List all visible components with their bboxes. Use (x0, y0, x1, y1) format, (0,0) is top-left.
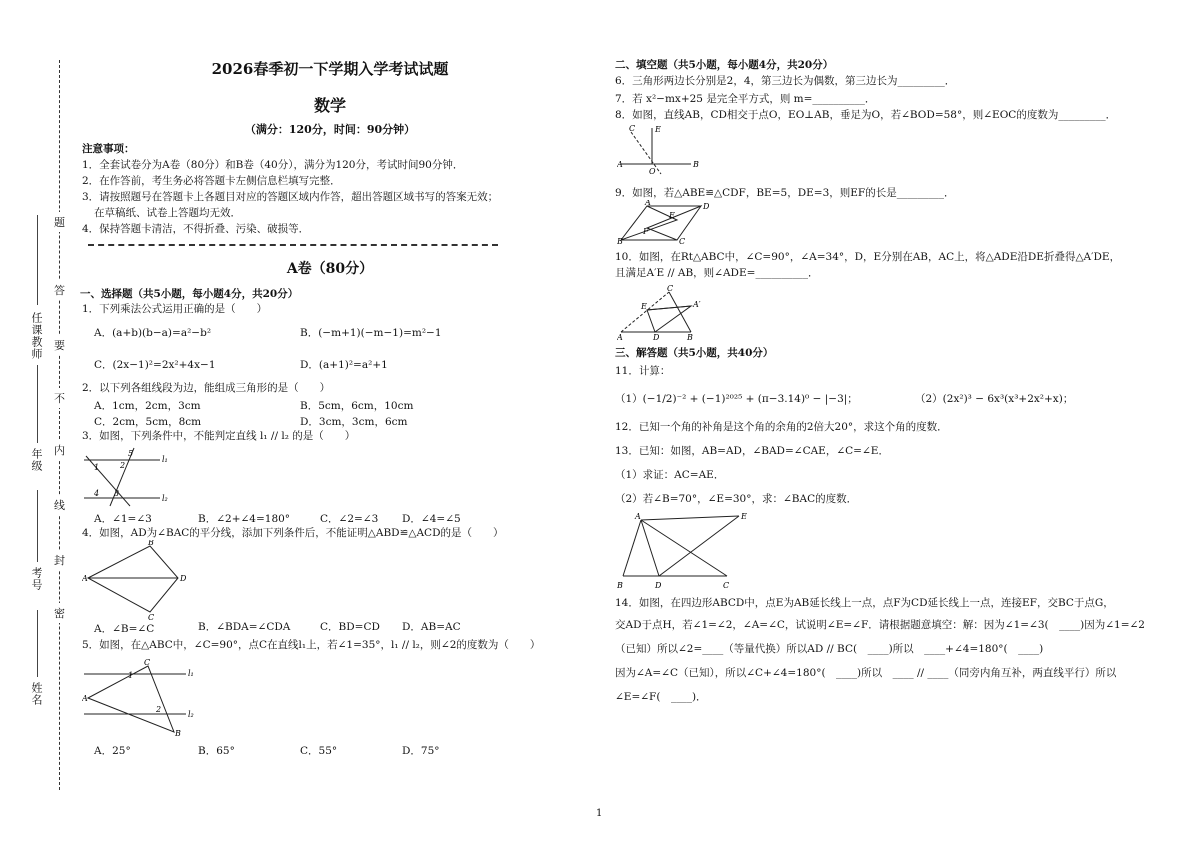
subject-title: 数学 (313, 96, 346, 115)
label-grade: 年级 (30, 448, 43, 472)
q14-line4: 因为∠A=∠C（已知），所以∠C+∠4=180°( ____)所以 ____ // ____（同旁内角互补，两直线平行）所以 (615, 667, 1117, 679)
seal-char: 要 (54, 335, 65, 355)
q2-option-c: C．2cm，5cm，8cm (94, 416, 202, 428)
svg-text:E: E (655, 125, 661, 134)
q4-option-b: B．∠BDA=∠CDA (198, 621, 291, 633)
svg-text:l₂: l₂ (188, 710, 194, 719)
svg-text:C: C (679, 237, 686, 246)
svg-text:C: C (667, 284, 674, 293)
q6-text: 6．三角形两边长分别是2，4，第三边长为偶数，第三边长为_________． (615, 75, 956, 87)
svg-text:C: C (629, 124, 636, 133)
notice-item: 在草稿纸、试卷上答题均无效． (94, 207, 241, 219)
exam-title: 2026春季初一下学期入学考试试题 (211, 60, 449, 78)
label-teacher: 任课教师 (30, 312, 43, 360)
q13-figure (617, 510, 757, 590)
q3-option-d: D．∠4=∠5 (402, 513, 461, 525)
svg-text:4: 4 (94, 489, 100, 498)
svg-text:2: 2 (120, 461, 126, 470)
part3-heading: 三、解答题（共5小题，共40分） (615, 347, 774, 359)
q14-line5: ∠E=∠F( ____)． (615, 691, 707, 703)
svg-text:C: C (148, 613, 155, 620)
notice-item: 3．请按照题号在答题卡上各题目对应的答题区域内作答，超出答题区域书写的答案无效； (82, 191, 499, 203)
q8-text: 8．如图，直线AB，CD相交于点O，EO⊥AB，垂足为O，若∠BOD=58°，则∠EOC的度数为_________． (615, 109, 1117, 121)
q5-stem: 5．如图，在△ABC中，∠C=90°，点C在直线l₁上，若∠1=35°，l₁ // l₂，则∠2的度数为（ ） (82, 639, 541, 651)
q7-text: 7．若 x²−mx+25 是完全平方式，则 m=__________． (615, 93, 876, 105)
svg-text:A: A (645, 200, 651, 207)
q10-text-line2: 且满足A′E // AB，则∠ADE=__________． (615, 267, 819, 279)
q1-option-b: B．(−m+1)(−m−1)=m²−1 (300, 327, 442, 339)
score-info: （满分：120分，时间：90分钟） (244, 123, 416, 136)
q14-line2: 交AD于点H，若∠1=∠2，∠A=∠C，试说明∠E=∠F．请根据题意填空：解：因为∠1=∠3( ____)因为∠1=∠2 (615, 619, 1145, 631)
svg-text:E: E (741, 512, 747, 521)
q4-option-c: C．BD=CD (320, 621, 380, 633)
svg-text:5: 5 (128, 449, 134, 458)
svg-text:A: A (635, 512, 641, 521)
svg-text:1: 1 (94, 463, 100, 472)
svg-text:l₂: l₂ (162, 494, 168, 503)
svg-text:B: B (175, 729, 181, 738)
svg-text:F: F (643, 227, 649, 236)
q4-figure (82, 540, 192, 620)
q12-text: 12．已知一个角的补角是这个角的余角的2倍大20°，求这个角的度数． (615, 421, 948, 433)
q3-option-c: C．∠2=∠3 (320, 513, 379, 525)
notice-item: 1．全套试卷分为A卷（80分）和B卷（40分），满分为120分，考试时间90分钟． (82, 159, 464, 171)
q3-option-b: B．∠2+∠4=180° (198, 513, 291, 525)
q9-text: 9．如图，若△ABE≌△CDF，BE=5，DE=3，则EF的长是_________． (615, 187, 955, 199)
field-line-teacher (37, 215, 38, 305)
svg-text:E: E (669, 211, 675, 220)
section-a-title: A卷（80分） (286, 261, 374, 277)
q14-line1: 14．如图，在四边形ABCD中，点E为AB延长线上一点，点F为CD延长线上一点，连接EF，交BC于点G， (615, 597, 1114, 609)
q5-option-c: C．55° (300, 745, 338, 757)
q5-option-b: B．65° (198, 745, 235, 757)
svg-text:3: 3 (114, 489, 120, 498)
q5-option-a: A．25° (94, 745, 131, 757)
q3-stem: 3．如图，下列条件中，不能判定直线 l₁ // l₂ 的是（ ） (82, 430, 356, 442)
svg-text:C: C (723, 581, 730, 590)
q2-option-d: D．3cm，3cm，6cm (300, 416, 408, 428)
q5-option-d: D．75° (402, 745, 440, 757)
q11-text: 11．计算： (615, 365, 671, 377)
svg-text:l₁: l₁ (188, 669, 194, 678)
q2-stem: 2．以下列各组线段为边，能组成三角形的是（ ） (82, 382, 331, 394)
q3-option-a: A．∠1=∠3 (94, 513, 152, 525)
dashed-separator (88, 244, 498, 246)
seal-char: 密 (54, 603, 65, 623)
q1-stem: 1．下列乘法公式运用正确的是（ ） (82, 303, 268, 315)
q1-option-c: C．(2x−1)²=2x²+4x−1 (94, 359, 216, 371)
svg-text:A: A (617, 333, 623, 340)
svg-text:2: 2 (156, 705, 162, 714)
q10-figure (617, 284, 709, 340)
q14-line3: （已知）所以∠2=____（等量代换）所以AD // BC( ____)所以 ____+∠4=180°( ____) (615, 643, 1044, 655)
notice-heading: 注意事项： (82, 143, 135, 155)
seal-char: 内 (54, 440, 65, 460)
svg-text:D: D (180, 574, 187, 583)
svg-text:A: A (82, 694, 88, 703)
q4-option-a: A．∠B=∠C (94, 623, 155, 635)
svg-text:B: B (693, 160, 699, 169)
svg-text:E: E (641, 302, 647, 311)
svg-text:C: C (144, 658, 151, 667)
svg-text:l₁: l₁ (162, 455, 168, 464)
svg-text:B: B (687, 333, 693, 340)
seal-char: 答 (54, 280, 65, 300)
svg-text:A′: A′ (693, 300, 701, 309)
svg-text:A: A (82, 574, 88, 583)
part1-heading: 一、选择题（共5小题，每小题4分，共20分） (80, 288, 299, 300)
q1-option-a: A．(a+b)(b−a)=a²−b² (94, 327, 212, 339)
q8-figure (617, 124, 699, 176)
q3-figure (82, 444, 172, 510)
svg-text:B: B (148, 540, 154, 547)
binding-margin (0, 0, 75, 847)
notice-item: 4．保持答题卡清洁，不得折叠、污染、破损等． (82, 223, 310, 235)
seal-dashed-line (59, 60, 60, 790)
svg-text:B: B (617, 581, 623, 590)
svg-text:B: B (617, 237, 623, 246)
seal-char: 线 (54, 495, 65, 515)
seal-char: 封 (54, 550, 65, 570)
label-exam-no: 考号 (30, 567, 43, 591)
seal-char: 题 (54, 212, 65, 232)
q2-option-b: B．5cm，6cm，10cm (300, 400, 414, 412)
svg-text:D: D (653, 333, 660, 340)
q13-text: 13．已知：如图，AB=AD，∠BAD=∠CAE，∠C=∠E． (615, 445, 889, 457)
q4-stem: 4．如图，AD为∠BAC的平分线，添加下列条件后，不能证明△ABD≌△ACD的是（ ） (82, 527, 504, 539)
page-number: 1 (596, 808, 603, 819)
q5-figure (82, 658, 197, 738)
q13-part1: （1）求证：AC=AE． (615, 469, 725, 481)
field-line-grade (37, 365, 38, 443)
svg-text:A: A (617, 160, 623, 169)
label-name: 姓名 (30, 682, 43, 706)
q2-option-a: A．1cm，2cm，3cm (94, 400, 201, 412)
svg-text:D: D (703, 202, 709, 211)
seal-char: 不 (54, 388, 65, 408)
part2-heading: 二、填空题（共5小题，每小题4分，共20分） (615, 59, 834, 71)
field-line-name (37, 610, 38, 677)
q9-figure (617, 200, 709, 246)
q13-part2: （2）若∠B=70°，∠E=30°，求：∠BAC的度数． (615, 493, 858, 505)
q10-text-line1: 10．如图，在Rt△ABC中，∠C=90°，∠A=34°，D，E分别在AB，AC上，将△ADE沿DE折叠得△A′DE， (615, 251, 1121, 263)
svg-text:O: O (649, 167, 656, 176)
q11-part2: （2）(2x²)³ − 6x³(x³+2x²+x)； (915, 393, 1074, 405)
q4-option-d: D．AB=AC (402, 621, 461, 633)
svg-text:D: D (655, 581, 662, 590)
svg-text:1: 1 (128, 671, 134, 680)
field-line-exam-no (37, 490, 38, 562)
q1-option-d: D．(a+1)²=a²+1 (300, 359, 388, 371)
notice-item: 2．在作答前，考生务必将答题卡左侧信息栏填写完整． (82, 175, 341, 187)
q11-part1: （1）(−1/2)⁻² + (−1)²⁰²⁵ + (π−3.14)⁰ − |−3|； (615, 393, 858, 405)
